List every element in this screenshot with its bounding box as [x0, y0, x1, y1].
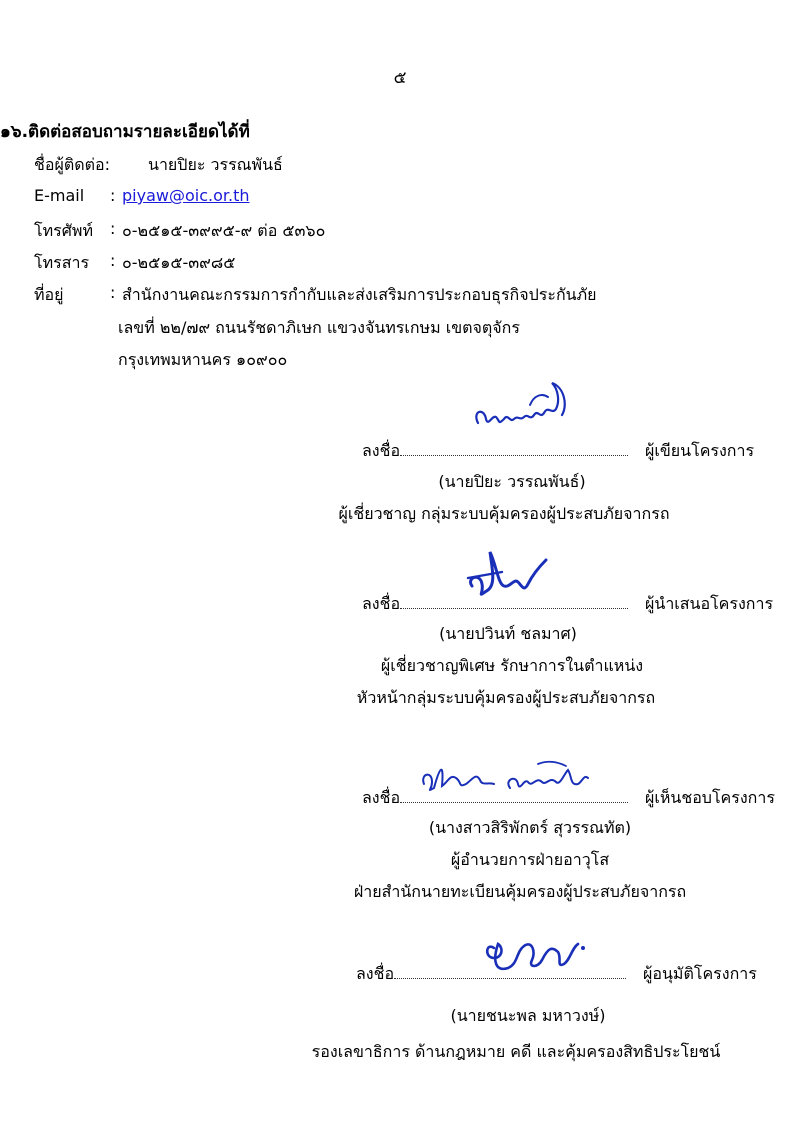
address-line: สำนักงานคณะกรรมการกำกับและส่งเสริมการประกอบธุรกิจประกันภัย [122, 285, 597, 304]
sign-prefix: ลงชื่อ [362, 441, 401, 460]
phone-label: โทรศัพท์ [34, 221, 93, 240]
signer-position: ผู้เชี่ยวชาญพิเศษ รักษาการในตำแหน่ง [380, 656, 644, 675]
address-label: ที่อยู่ [34, 285, 64, 304]
address-colon: : [110, 283, 116, 302]
fax-value: ๐-๒๕๑๕-๓๙๘๕ [122, 253, 236, 272]
signer-position: ฝ่ายสำนักนายทะเบียนคุ้มครองผู้ประสบภัยจากรถ [353, 882, 687, 901]
phone-value: ๐-๒๕๑๕-๓๙๙๕-๙ ต่อ ๕๓๖๐ [122, 221, 326, 240]
sign-line [362, 592, 628, 617]
signer-name: (นายปวินท์ ชลมาศ) [439, 624, 577, 643]
sign-prefix: ลงชื่อ [362, 594, 401, 613]
sign-line [362, 786, 628, 811]
fax-label: โทรสาร [34, 253, 90, 272]
contact-section-title: ๑๖.ติดต่อสอบถามรายละเอียดได้ที่ [0, 122, 250, 142]
signer-position: หัวหน้ากลุ่มระบบคุ้มครองผู้ประสบภัยจากรถ [356, 688, 656, 707]
sign-prefix: ลงชื่อ [356, 964, 395, 983]
address-line: เลขที่ ๒๒/๗๙ ถนนรัชดาภิเษก แขวงจันทรเกษม เขตจตุจักร [118, 318, 520, 337]
signature-dotted-line [400, 788, 628, 803]
fax-colon: : [110, 251, 116, 270]
signer-role: ผู้นำเสนอโครงการ [645, 594, 774, 613]
signature-dotted-line [394, 964, 626, 979]
signer-role: ผู้เขียนโครงการ [645, 441, 755, 460]
email-colon: : [110, 186, 116, 205]
page-number: ๕ [393, 68, 407, 88]
handwritten-signature-icon [470, 375, 580, 440]
phone-colon: : [110, 219, 116, 238]
signer-role: ผู้เห็นชอบโครงการ [645, 788, 775, 807]
email-label: E-mail [34, 186, 85, 205]
sign-line [362, 439, 628, 464]
signature-dotted-line [400, 594, 628, 609]
signer-position: ผู้เชี่ยวชาญ กลุ่มระบบคุ้มครองผู้ประสบภัยจากรถ [338, 504, 670, 523]
signer-role: ผู้อนุมัติโครงการ [643, 964, 757, 983]
signer-name: (นายปิยะ วรรณพันธ์) [438, 472, 586, 491]
signer-name: (นางสาวสิริพักตร์ สุวรรณทัต) [428, 818, 632, 837]
address-line: กรุงเทพมหานคร ๑๐๙๐๐ [118, 350, 288, 369]
signer-position: ผู้อำนวยการฝ่ายอาวุโส [450, 850, 610, 869]
contact-name-label: ชื่อผู้ติดต่อ: [34, 155, 111, 174]
sign-line [356, 962, 626, 987]
sign-prefix: ลงชื่อ [362, 788, 401, 807]
email-link[interactable]: piyaw@oic.or.th [122, 186, 250, 205]
signer-position: รองเลขาธิการ ด้านกฎหมาย คดี และคุ้มครองสิทธิประโยชน์ [311, 1042, 721, 1061]
signer-name: (นายชนะพล มหาวงษ์) [450, 1006, 606, 1025]
signature-dotted-line [400, 441, 628, 456]
contact-name-value: นายปิยะ วรรณพันธ์ [148, 155, 283, 174]
